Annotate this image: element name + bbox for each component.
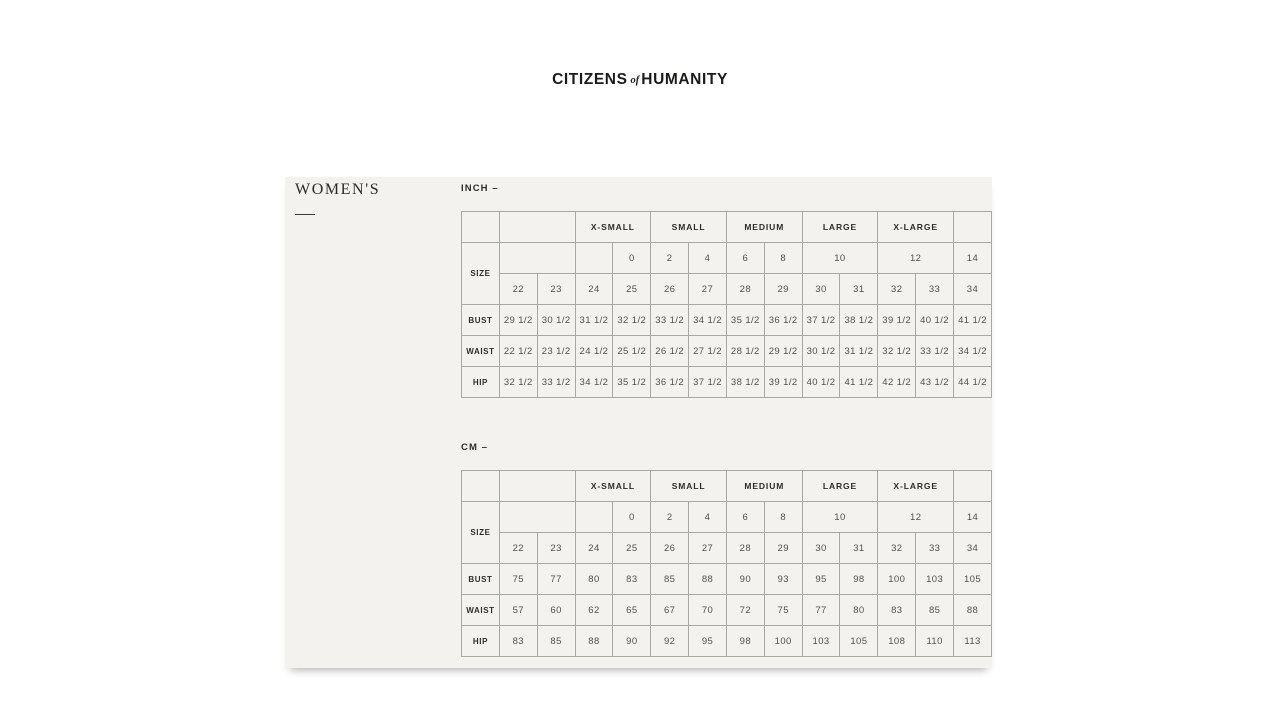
measurement-value-cell: 32 1/2	[499, 367, 537, 398]
size-row-label-cell: SIZE	[462, 243, 500, 305]
measurement-value-cell: 34 1/2	[689, 305, 727, 336]
numeric-size-cell: 33	[916, 533, 954, 564]
numeric-size-cell: 31	[840, 533, 878, 564]
measurement-row-label-cell: BUST	[462, 564, 500, 595]
measurement-value-cell: 37 1/2	[802, 305, 840, 336]
measurement-value-cell: 41 1/2	[840, 367, 878, 398]
measurement-value-cell: 93	[764, 564, 802, 595]
us-size-cell: 8	[764, 502, 802, 533]
brand-logo	[552, 71, 728, 89]
measurement-value-cell: 80	[575, 564, 613, 595]
numeric-size-cell: 30	[802, 533, 840, 564]
measurement-value-cell: 95	[689, 626, 727, 657]
measurement-value-cell: 108	[878, 626, 916, 657]
measurement-value-cell: 31 1/2	[840, 336, 878, 367]
measurement-value-cell: 36 1/2	[764, 305, 802, 336]
measurement-value-cell: 70	[689, 595, 727, 626]
numeric-size-cell: 22	[499, 274, 537, 305]
measurement-value-cell: 22 1/2	[499, 336, 537, 367]
us-size-cell: 0	[613, 243, 651, 274]
numeric-size-cell: 23	[537, 533, 575, 564]
us-size-cell: 2	[651, 502, 689, 533]
numeric-size-cell: 22	[499, 533, 537, 564]
us-size-cell: 10	[802, 502, 878, 533]
measurement-value-cell: 83	[613, 564, 651, 595]
numeric-size-cell: 27	[689, 274, 727, 305]
us-size-cell: 10	[802, 243, 878, 274]
inch-size-table	[461, 211, 992, 398]
measurement-value-cell: 38 1/2	[726, 367, 764, 398]
numeric-size-cell: 34	[953, 274, 991, 305]
measurement-value-cell: 110	[916, 626, 954, 657]
corner-cell	[462, 212, 500, 243]
size-group-header-cell: MEDIUM	[726, 471, 802, 502]
section-title-womens: WOMEN'S	[295, 181, 381, 198]
measurement-value-cell: 25 1/2	[613, 336, 651, 367]
size-group-header-cell: X-SMALL	[575, 471, 651, 502]
measurement-value-cell: 30 1/2	[802, 336, 840, 367]
numeric-size-cell: 32	[878, 274, 916, 305]
measurement-value-cell: 41 1/2	[953, 305, 991, 336]
size-group-header-cell: X-LARGE	[878, 471, 954, 502]
us-size-cell	[499, 502, 575, 533]
measurement-value-cell: 35 1/2	[613, 367, 651, 398]
numeric-size-cell: 29	[764, 533, 802, 564]
measurement-value-cell: 85	[916, 595, 954, 626]
measurement-value-cell: 75	[499, 564, 537, 595]
inch-section	[461, 183, 992, 398]
measurement-value-cell: 88	[575, 626, 613, 657]
size-chart-panel	[285, 177, 992, 668]
cm-label: CM –	[461, 442, 489, 453]
us-size-cell: 8	[764, 243, 802, 274]
measurement-value-cell: 32 1/2	[878, 336, 916, 367]
measurement-value-cell: 24 1/2	[575, 336, 613, 367]
us-size-cell	[575, 502, 613, 533]
us-size-cell: 4	[689, 243, 727, 274]
size-row-label-cell: SIZE	[462, 502, 500, 564]
numeric-size-cell: 28	[726, 533, 764, 564]
measurement-value-cell: 95	[802, 564, 840, 595]
measurement-value-cell: 72	[726, 595, 764, 626]
measurement-value-cell: 44 1/2	[953, 367, 991, 398]
numeric-size-cell: 26	[651, 274, 689, 305]
measurement-value-cell: 77	[537, 564, 575, 595]
measurement-row-label-cell: HIP	[462, 626, 500, 657]
inch-label: INCH –	[461, 183, 499, 194]
measurement-value-cell: 105	[954, 564, 992, 595]
measurement-value-cell: 35 1/2	[726, 305, 764, 336]
measurement-value-cell: 33 1/2	[537, 367, 575, 398]
size-group-header-cell: LARGE	[802, 212, 878, 243]
brand-logo-citizens: CITIZENS	[552, 71, 628, 88]
us-size-cell: 12	[878, 502, 954, 533]
numeric-size-cell: 30	[802, 274, 840, 305]
measurement-value-cell: 90	[726, 564, 764, 595]
measurement-value-cell: 88	[689, 564, 727, 595]
measurement-value-cell: 113	[954, 626, 992, 657]
us-size-cell: 14	[953, 243, 991, 274]
measurement-value-cell: 85	[651, 564, 689, 595]
numeric-size-cell: 32	[878, 533, 916, 564]
size-group-header-cell: SMALL	[651, 212, 727, 243]
us-size-cell: 0	[613, 502, 651, 533]
measurement-value-cell: 67	[651, 595, 689, 626]
numeric-size-cell: 24	[575, 274, 613, 305]
measurement-value-cell: 34 1/2	[953, 336, 991, 367]
header	[0, 71, 1280, 89]
measurement-value-cell: 57	[499, 595, 537, 626]
us-size-cell	[499, 243, 575, 274]
tables-column	[461, 183, 992, 657]
us-size-cell: 4	[689, 502, 727, 533]
brand-logo-of: of	[630, 75, 640, 86]
measurement-value-cell: 33 1/2	[916, 336, 954, 367]
measurement-value-cell: 75	[764, 595, 802, 626]
numeric-size-cell: 27	[689, 533, 727, 564]
measurement-value-cell: 77	[802, 595, 840, 626]
measurement-value-cell: 40 1/2	[916, 305, 954, 336]
measurement-row-label-cell: BUST	[462, 305, 500, 336]
size-group-header-cell	[499, 212, 575, 243]
measurement-value-cell: 33 1/2	[651, 305, 689, 336]
measurement-value-cell: 88	[954, 595, 992, 626]
measurement-value-cell: 65	[613, 595, 651, 626]
numeric-size-cell: 25	[613, 533, 651, 564]
cm-section	[461, 442, 992, 657]
us-size-cell: 2	[651, 243, 689, 274]
numeric-size-cell: 23	[537, 274, 575, 305]
numeric-size-cell: 29	[764, 274, 802, 305]
measurement-value-cell: 42 1/2	[878, 367, 916, 398]
measurement-value-cell: 105	[840, 626, 878, 657]
measurement-value-cell: 39 1/2	[878, 305, 916, 336]
numeric-size-cell: 34	[954, 533, 992, 564]
measurement-value-cell: 31 1/2	[575, 305, 613, 336]
measurement-value-cell: 23 1/2	[537, 336, 575, 367]
measurement-value-cell: 85	[537, 626, 575, 657]
measurement-value-cell: 98	[726, 626, 764, 657]
size-group-header-cell: X-SMALL	[575, 212, 651, 243]
measurement-value-cell: 39 1/2	[764, 367, 802, 398]
measurement-value-cell: 98	[840, 564, 878, 595]
measurement-value-cell: 60	[537, 595, 575, 626]
us-size-cell: 6	[726, 502, 764, 533]
numeric-size-cell: 33	[916, 274, 954, 305]
measurement-value-cell: 29 1/2	[499, 305, 537, 336]
measurement-value-cell: 34 1/2	[575, 367, 613, 398]
measurement-row-label-cell: WAIST	[462, 336, 500, 367]
size-group-header-cell	[953, 212, 991, 243]
size-group-header-cell: X-LARGE	[878, 212, 954, 243]
us-size-cell: 12	[878, 243, 954, 274]
measurement-value-cell: 100	[764, 626, 802, 657]
measurement-value-cell: 36 1/2	[651, 367, 689, 398]
measurement-value-cell: 28 1/2	[726, 336, 764, 367]
brand-logo-humanity: HUMANITY	[641, 71, 728, 88]
measurement-value-cell: 37 1/2	[689, 367, 727, 398]
measurement-value-cell: 83	[499, 626, 537, 657]
measurement-value-cell: 80	[840, 595, 878, 626]
measurement-value-cell: 40 1/2	[802, 367, 840, 398]
measurement-row-label-cell: HIP	[462, 367, 500, 398]
measurement-value-cell: 38 1/2	[840, 305, 878, 336]
measurement-value-cell: 90	[613, 626, 651, 657]
measurement-value-cell: 100	[878, 564, 916, 595]
size-group-header-cell: SMALL	[651, 471, 727, 502]
measurement-value-cell: 26 1/2	[651, 336, 689, 367]
title-underline	[295, 214, 315, 215]
measurement-row-label-cell: WAIST	[462, 595, 500, 626]
side-column	[295, 181, 380, 215]
size-group-header-cell: LARGE	[802, 471, 878, 502]
measurement-value-cell: 103	[916, 564, 954, 595]
us-size-cell: 6	[726, 243, 764, 274]
size-group-header-cell: MEDIUM	[726, 212, 802, 243]
measurement-value-cell: 27 1/2	[689, 336, 727, 367]
measurement-value-cell: 92	[651, 626, 689, 657]
numeric-size-cell: 28	[726, 274, 764, 305]
measurement-value-cell: 29 1/2	[764, 336, 802, 367]
numeric-size-cell: 31	[840, 274, 878, 305]
measurement-value-cell: 32 1/2	[613, 305, 651, 336]
size-group-header-cell	[499, 471, 575, 502]
numeric-size-cell: 25	[613, 274, 651, 305]
cm-size-table	[461, 470, 992, 657]
measurement-value-cell: 30 1/2	[537, 305, 575, 336]
measurement-value-cell: 43 1/2	[916, 367, 954, 398]
us-size-cell: 14	[954, 502, 992, 533]
numeric-size-cell: 26	[651, 533, 689, 564]
us-size-cell	[575, 243, 613, 274]
numeric-size-cell: 24	[575, 533, 613, 564]
size-group-header-cell	[954, 471, 992, 502]
measurement-value-cell: 83	[878, 595, 916, 626]
measurement-value-cell: 62	[575, 595, 613, 626]
measurement-value-cell: 103	[802, 626, 840, 657]
corner-cell	[462, 471, 500, 502]
